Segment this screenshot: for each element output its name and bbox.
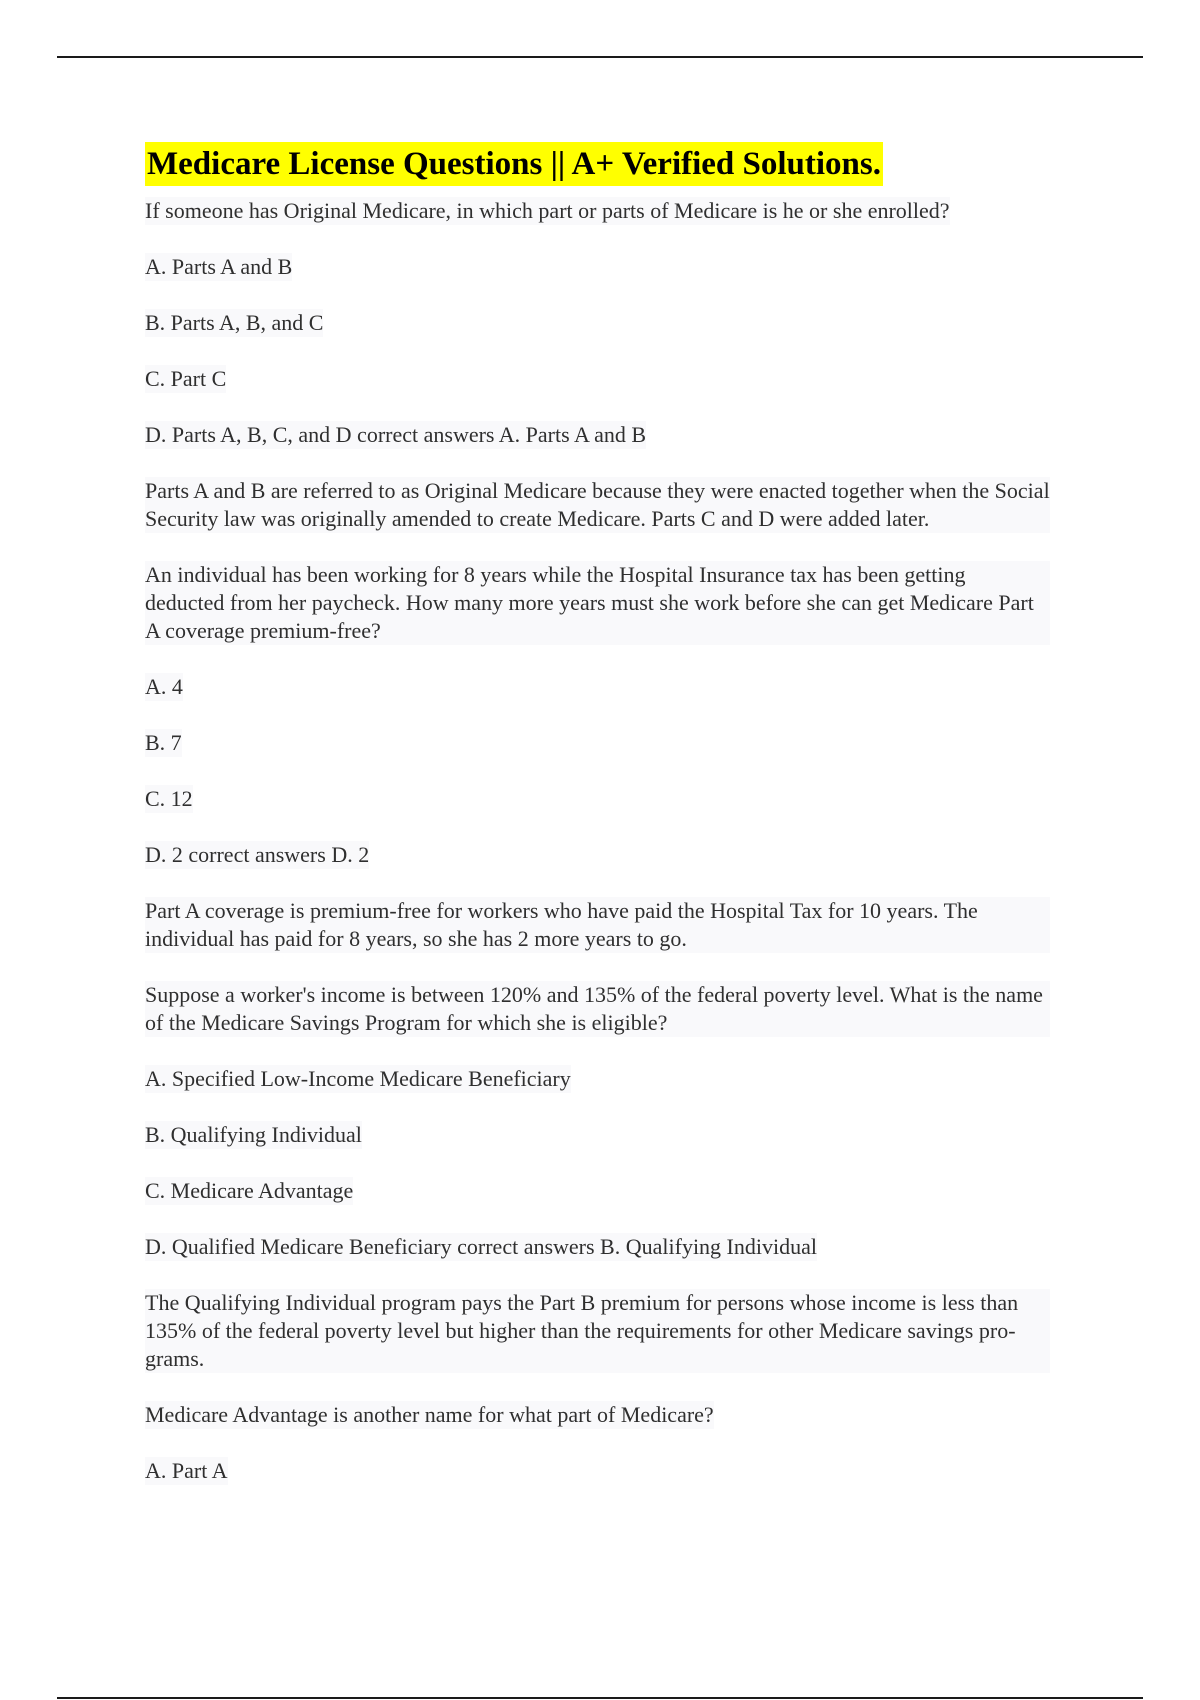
- q1-explanation: Parts A and B are referred to as Original Medicare because they were enacted together when the Social Security law was originally amended to create Medicare. Parts C and D were added later.: [145, 478, 1050, 531]
- q2-option-d-answer: D. 2 correct answers D. 2: [145, 842, 370, 867]
- top-rule: [57, 56, 1143, 58]
- question-4: Medicare Advantage is another name for what part of Medicare?: [145, 1402, 714, 1427]
- document-body: [145, 142, 1050, 1513]
- q3-option-d-answer: D. Qualified Medicare Beneficiary correct answers B. Qualifying Individual: [145, 1234, 817, 1259]
- bottom-rule: [57, 1697, 1143, 1699]
- q1-option-c: C. Part C: [145, 366, 227, 391]
- q3-option-c: C. Medicare Advantage: [145, 1178, 354, 1203]
- q4-option-a: A. Part A: [145, 1458, 228, 1483]
- q3-option-a: A. Specified Low-Income Medicare Beneficiary: [145, 1066, 571, 1091]
- question-3: Suppose a worker's income is between 120% and 135% of the federal poverty level. What is the name of the Medicare Savings Program for which she is eligible?: [145, 981, 1050, 1037]
- document-title: Medicare License Questions || A+ Verified Solutions.: [145, 142, 883, 186]
- question-1: If someone has Original Medicare, in which part or parts of Medicare is he or she enrolled?: [145, 198, 950, 223]
- q1-option-a: A. Parts A and B: [145, 254, 293, 279]
- q2-explanation: Part A coverage is premium-free for workers who have paid the Hospital Tax for 10 years. The individual has paid for 8 years, so she has 2 more years to go.: [145, 897, 1050, 953]
- q3-option-b: B. Qualifying Individual: [145, 1122, 362, 1147]
- question-2: An individual has been working for 8 years while the Hospital Insurance tax has been getting deducted from her paycheck. How many more years must she work before she can get Medicare Part A coverage premium-free?: [145, 561, 1050, 645]
- q1-option-d-answer: D. Parts A, B, C, and D correct answers A. Parts A and B: [145, 422, 647, 447]
- q3-explanation: The Qualifying Individual program pays the Part B premium for persons whose income is less than 135% of the federal poverty level but higher than the requirements for other Medicare savings pro-grams.: [145, 1289, 1050, 1373]
- q1-option-b: B. Parts A, B, and C: [145, 310, 324, 335]
- q2-option-b: B. 7: [145, 730, 182, 755]
- q2-option-a: A. 4: [145, 674, 183, 699]
- q2-option-c: C. 12: [145, 786, 193, 811]
